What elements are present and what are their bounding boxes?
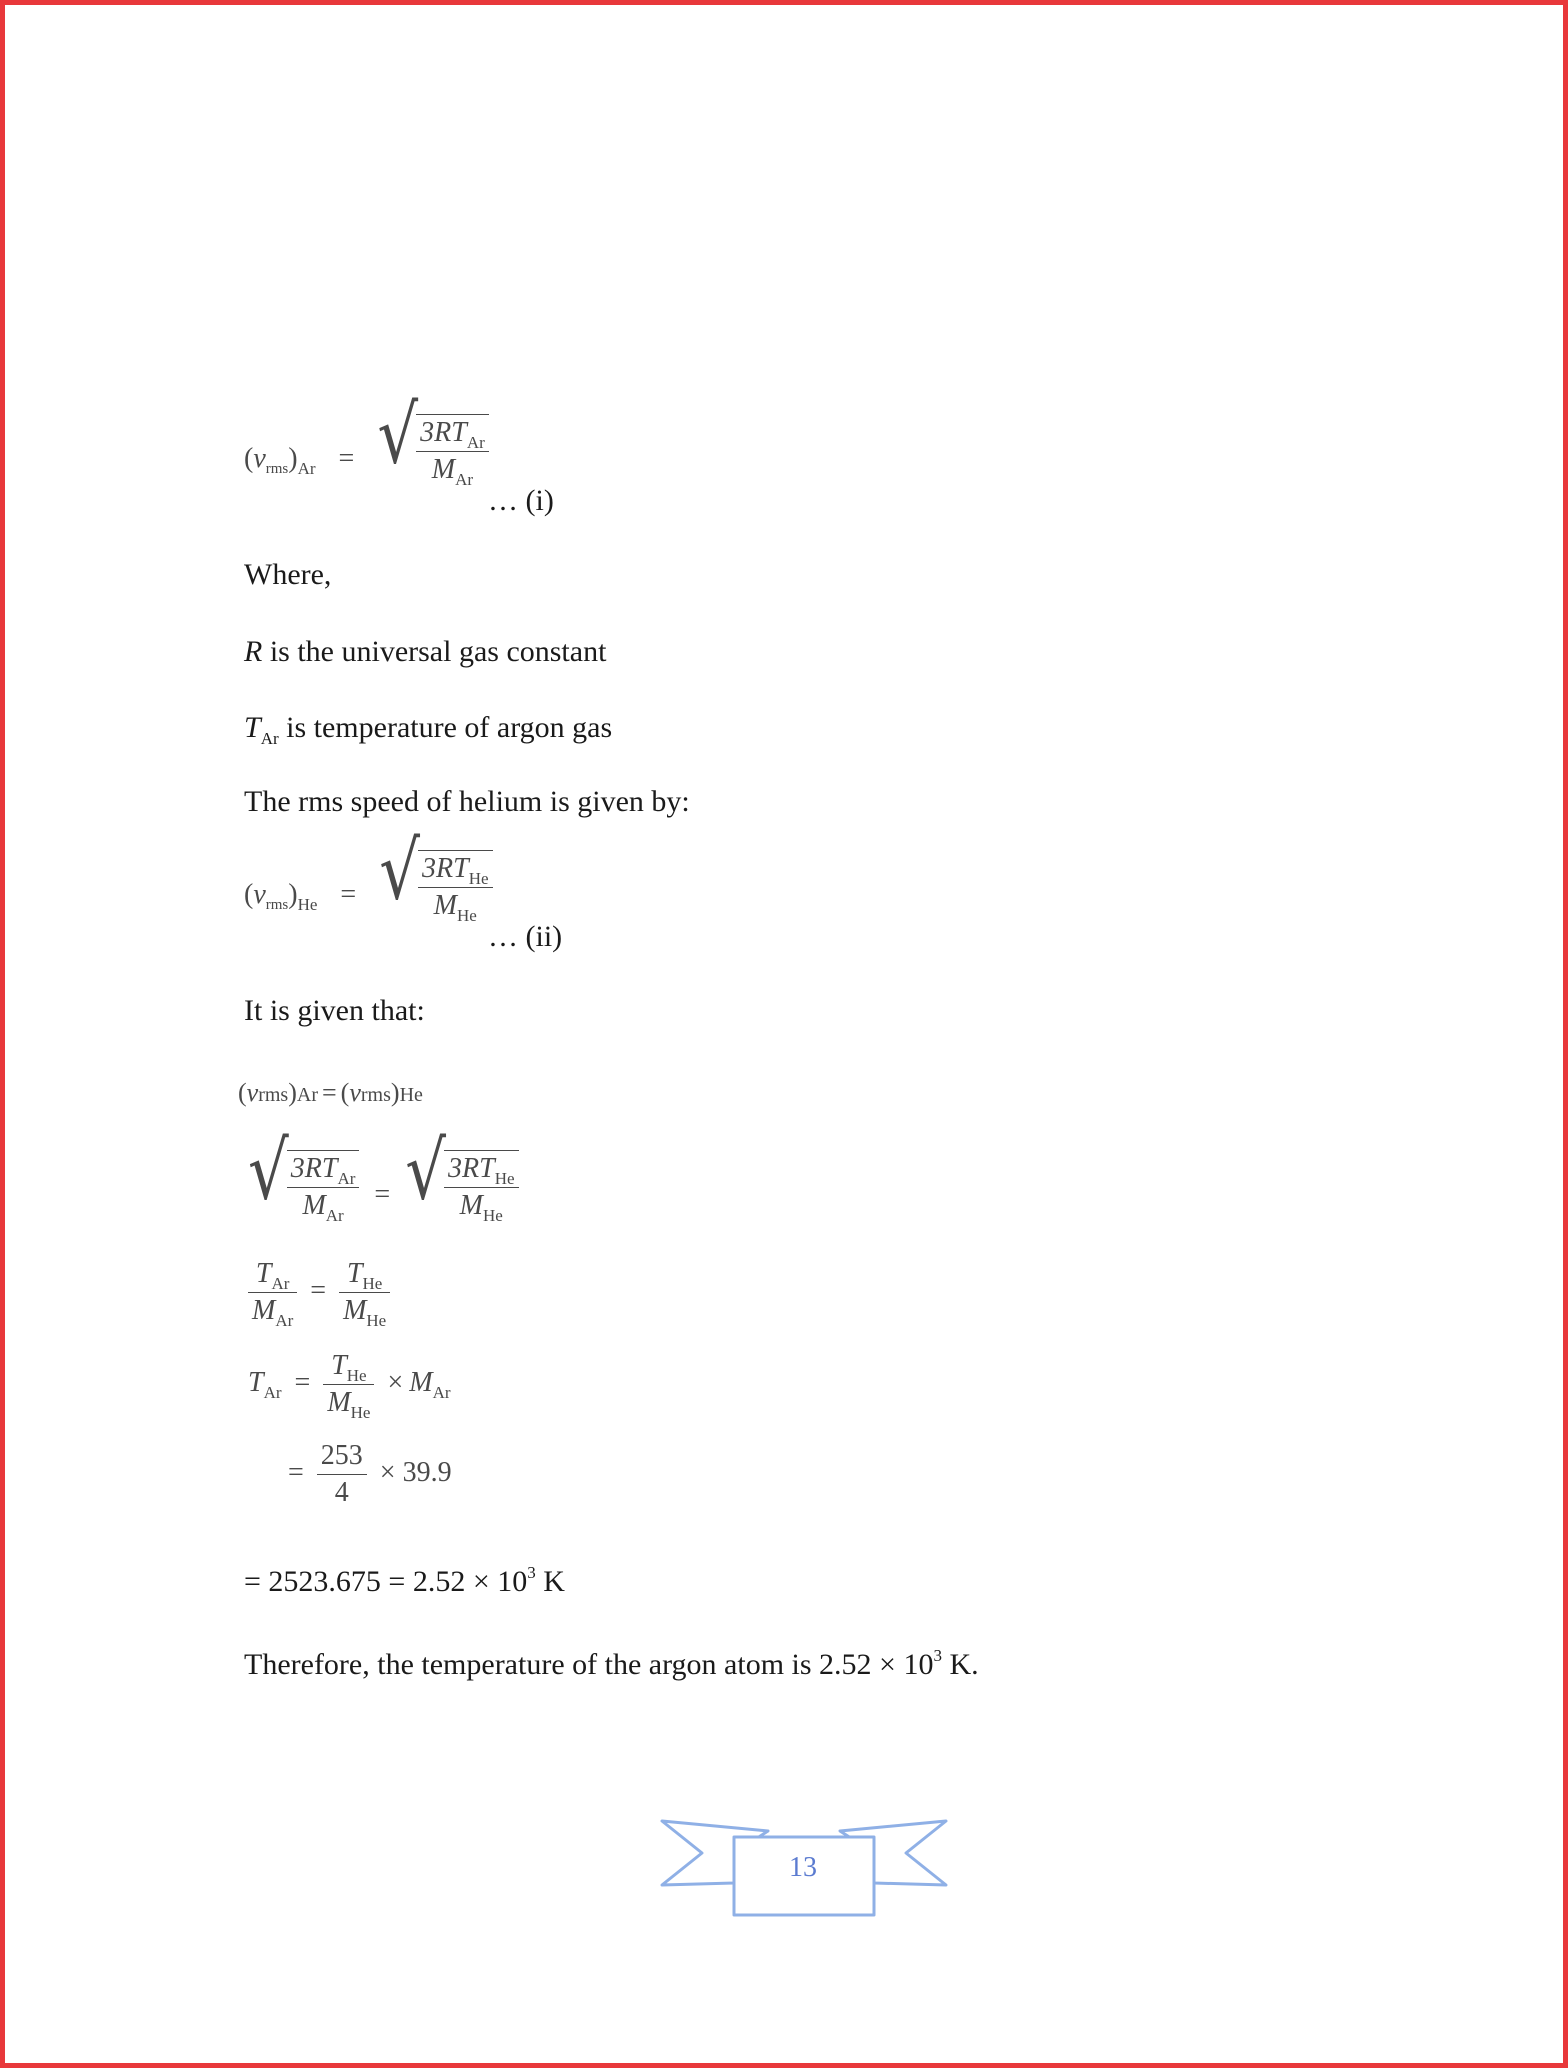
result-text: = 2523.675 = 2.52 × 10 — [244, 1565, 528, 1598]
step1-left-num: 3RT — [290, 1153, 338, 1184]
t-symbol: T — [244, 711, 261, 744]
eqline-equals: = — [322, 1078, 337, 1107]
eq2-den: M — [433, 890, 457, 921]
where-label: Where, — [244, 558, 332, 591]
page-number: 13 — [789, 1852, 817, 1883]
eq2-v: v — [253, 879, 266, 910]
step3-times: × — [387, 1366, 404, 1398]
step2-left-den-sub: Ar — [275, 1311, 294, 1330]
eq2-rms: rms — [265, 897, 289, 913]
conclusion — [244, 1648, 979, 1682]
step1-left-frac — [287, 1153, 360, 1225]
eq1-v: v — [253, 443, 266, 474]
equality-line: (vrms)Ar = (vrms)He — [238, 1078, 423, 1107]
eqline-right-sub: He — [399, 1084, 423, 1106]
step4-frac — [317, 1440, 367, 1509]
step2-right-den-sub: He — [366, 1311, 387, 1330]
step3-den-sub: He — [350, 1403, 371, 1422]
result-unit: K — [535, 1565, 565, 1598]
eq2-tag: … (ii) — [488, 920, 563, 953]
definition-r — [244, 635, 606, 669]
step1-right-den-sub: He — [483, 1206, 503, 1225]
result-line — [244, 1565, 565, 1599]
result-exp: 3 — [527, 1563, 536, 1582]
step4-den: 4 — [334, 1477, 349, 1508]
radical-icon: √ — [248, 1125, 289, 1219]
definition-t — [244, 711, 613, 748]
step3-frac — [323, 1350, 374, 1422]
eq1-tag: … (i) — [488, 484, 554, 517]
eqline-rms-left: rms — [258, 1084, 289, 1106]
step1-left-den-sub: Ar — [325, 1206, 344, 1225]
step3-lhs-sub: Ar — [263, 1382, 282, 1402]
step1-left-den: M — [302, 1190, 326, 1221]
radical-icon: √ — [379, 825, 420, 919]
eq1-den: M — [431, 454, 456, 485]
eq2-lhs-sub: He — [297, 895, 318, 914]
step3-num: T — [331, 1350, 347, 1381]
eq2-fraction — [418, 853, 493, 925]
step1-left-num-sub: Ar — [337, 1169, 356, 1188]
step3-m: M — [409, 1366, 433, 1398]
eq1-lhs-sub: Ar — [297, 459, 316, 478]
eq1-equals: = — [338, 443, 355, 474]
step2-left-frac — [248, 1258, 297, 1330]
eqline-v-left: v — [246, 1078, 259, 1107]
step1-right-sqrt — [405, 1125, 518, 1225]
eq2-den-sub: He — [457, 906, 477, 925]
eq2-lhs: $(v_{rms})_{He}$ — [244, 879, 318, 914]
eq2-equals: = — [340, 879, 357, 910]
eq1-rms: rms — [265, 461, 289, 477]
r-definition-text: is the universal gas constant — [262, 635, 607, 668]
step4-tail: × 39.9 — [379, 1456, 452, 1488]
step4-equation — [288, 1440, 452, 1509]
eqline-v-right: v — [349, 1078, 361, 1107]
step1-left-sqrt — [248, 1125, 359, 1225]
step4-num: 253 — [317, 1440, 367, 1475]
step1-equals: = — [374, 1179, 391, 1210]
step1-right-frac — [444, 1153, 519, 1225]
step3-equals: = — [294, 1366, 311, 1398]
step3-num-sub: He — [346, 1366, 367, 1385]
t-symbol-sub: Ar — [260, 729, 279, 748]
eq1-num-sub: Ar — [466, 433, 485, 452]
radical-icon: √ — [405, 1125, 446, 1219]
given-intro: It is given that: — [244, 994, 425, 1027]
eq1-sqrt — [377, 389, 488, 489]
step4-equals: = — [288, 1456, 304, 1488]
step3-m-sub: Ar — [432, 1382, 451, 1402]
conclusion-text: Therefore, the temperature of the argon atom is 2.52 × 10 — [244, 1648, 934, 1681]
step3-den: M — [327, 1387, 351, 1418]
helium-intro: The rms speed of helium is given by: — [244, 785, 690, 818]
step2-equals: = — [310, 1274, 327, 1306]
eq1-lhs: $(v_{rms})_{Ar}$ — [244, 443, 316, 478]
eqline-rms-right: rms — [360, 1084, 391, 1106]
eqline-left-sub: Ar — [296, 1084, 318, 1106]
step2-right-num: T — [346, 1258, 363, 1289]
radical-icon: √ — [377, 389, 419, 483]
step1-right-num: 3RT — [448, 1153, 495, 1184]
conclusion-unit: K. — [941, 1648, 979, 1681]
step2-left-den: M — [252, 1295, 276, 1326]
step2-left-num-sub: Ar — [271, 1274, 290, 1293]
step2-left-num: T — [255, 1258, 272, 1289]
step1-equation — [248, 1125, 519, 1225]
step2-equation — [248, 1258, 390, 1330]
eq1-fraction — [416, 417, 489, 489]
step3-equation — [248, 1350, 451, 1422]
step2-right-num-sub: He — [362, 1274, 383, 1293]
step1-right-num-sub: He — [494, 1169, 515, 1188]
r-symbol: R — [244, 635, 263, 668]
t-definition-text: is temperature of argon gas — [278, 711, 613, 744]
eq2-num: 3RT — [422, 853, 469, 884]
step2-right-frac — [339, 1258, 390, 1330]
step2-right-den: M — [343, 1295, 367, 1326]
equation-ii — [244, 825, 493, 925]
eq2-sqrt — [379, 825, 492, 925]
eq2-num-sub: He — [468, 869, 489, 888]
eq1-den-sub: Ar — [455, 470, 474, 489]
eq1-num: 3RT — [420, 417, 467, 448]
step3-lhs-t: T — [248, 1366, 264, 1398]
equation-i — [244, 389, 489, 489]
conclusion-exp: 3 — [933, 1646, 942, 1665]
step1-right-den: M — [459, 1190, 483, 1221]
